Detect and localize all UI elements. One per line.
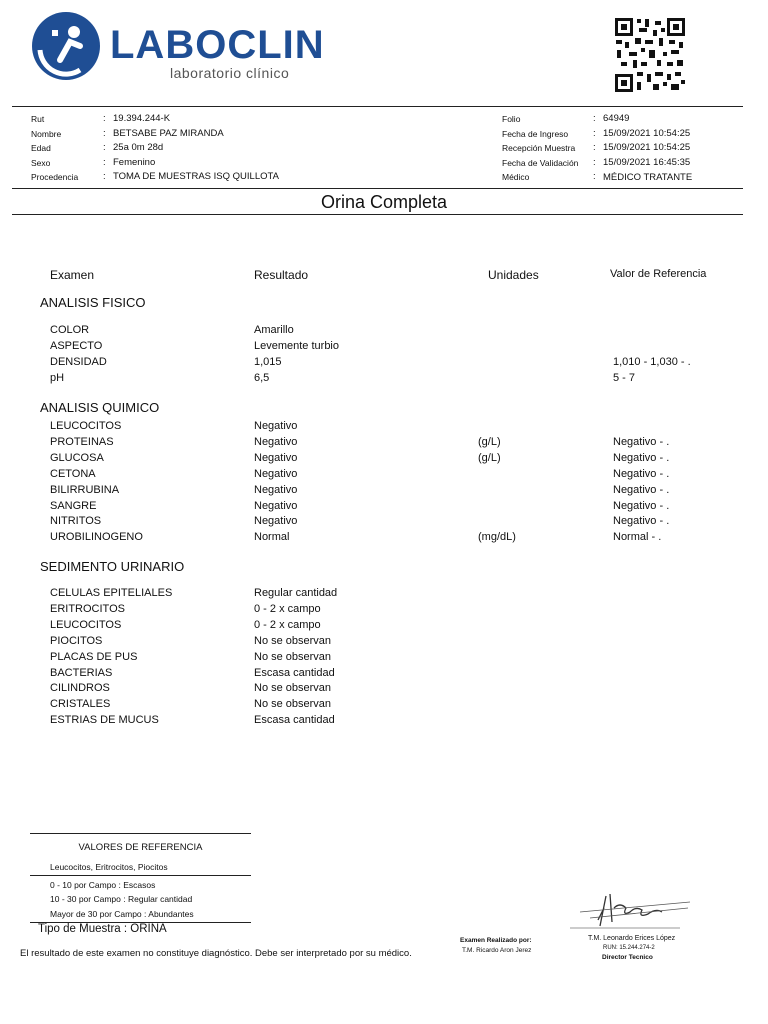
cell-exam: GLUCOSA	[50, 451, 104, 464]
table-row	[0, 468, 768, 482]
cell-exam: LEUCOCITOS	[50, 420, 122, 432]
table-row	[0, 682, 768, 696]
reference-box-subtitle: Leucocitos, Eritrocitos, Piocitos	[50, 862, 168, 872]
director-title: Director Tecnico	[602, 954, 653, 961]
reference-line: Mayor de 30 por Campo : Abundantes	[50, 909, 194, 919]
performed-by-name: T.M. Ricardo Aron Jerez	[462, 947, 532, 954]
column-reference: Valor de Referencia	[610, 268, 707, 280]
cell-exam: BACTERIAS	[50, 666, 113, 679]
cell-reference: 1,010 - 1,030 - .	[613, 355, 691, 368]
divider	[30, 833, 251, 834]
cell-result: Amarillo	[254, 324, 294, 336]
sex-value: Femenino	[113, 157, 156, 168]
disclaimer: El resultado de este examen no constituye diagnóstico. Debe ser interpretado por su médico.	[20, 948, 412, 959]
cell-exam: ERITROCITOS	[50, 602, 125, 615]
cell-exam: UROBILINOGENO	[50, 531, 143, 544]
info-divider	[12, 188, 743, 189]
cell-result: Negativo	[254, 467, 298, 480]
name-label: Nombre	[31, 129, 62, 139]
age-label: Edad	[31, 143, 51, 153]
cell-result: No se observan	[254, 634, 332, 647]
section-heading: SEDIMENTO URINARIO	[40, 559, 185, 574]
separator: :	[593, 157, 596, 168]
cell-exam: COLOR	[50, 324, 90, 336]
intake-date-value: 15/09/2021 10:54:25	[603, 128, 691, 139]
cell-exam: pH	[50, 371, 65, 384]
section-heading: ANALISIS QUIMICO	[40, 400, 160, 415]
separator: :	[103, 142, 106, 153]
cell-result: Negativo	[254, 515, 298, 528]
cell-result: 0 - 2 x campo	[254, 618, 321, 631]
origin-value: TOMA DE MUESTRAS ISQ QUILLOTA	[113, 171, 279, 182]
cell-exam: PIOCITOS	[50, 634, 103, 647]
cell-result: Escasa cantidad	[254, 666, 335, 679]
cell-reference: Negativo - .	[613, 467, 670, 480]
separator: :	[103, 157, 106, 168]
cell-result: Negativo	[254, 483, 298, 496]
table-row	[0, 484, 768, 498]
column-units: Unidades	[488, 268, 539, 282]
director-name: T.M. Leonardo Erices López	[588, 935, 676, 942]
cell-reference: Negativo - .	[613, 483, 670, 496]
brand-subtitle: laboratorio clínico	[170, 65, 290, 81]
doctor-label: Médico	[502, 172, 530, 182]
table-row	[0, 452, 768, 466]
table-row	[0, 436, 768, 450]
cell-result: 0 - 2 x campo	[254, 602, 321, 615]
cell-reference: Negativo - .	[613, 435, 670, 448]
cell-exam: NITRITOS	[50, 515, 102, 528]
table-row	[0, 340, 768, 354]
cell-reference: Negativo - .	[613, 451, 670, 464]
table-row	[0, 587, 768, 601]
table-row	[0, 698, 768, 712]
cell-result: No se observan	[254, 682, 332, 695]
doctor-value: MÉDICO TRATANTE	[603, 172, 693, 183]
cell-reference: Negativo - .	[613, 499, 670, 512]
separator: :	[103, 171, 106, 182]
table-row	[0, 635, 768, 649]
cell-units: (mg/dL)	[478, 531, 516, 544]
validation-value: 15/09/2021 16:45:35	[603, 157, 691, 168]
cell-result: No se observan	[254, 650, 332, 663]
divider	[30, 875, 251, 876]
cell-result: Normal	[254, 531, 290, 544]
table-row	[0, 667, 768, 681]
cell-result: Levemente turbio	[254, 339, 339, 352]
reference-line: 10 - 30 por Campo : Regular cantidad	[50, 894, 193, 904]
cell-result: No se observan	[254, 698, 332, 711]
report-title: Orina Completa	[320, 192, 448, 212]
section-heading: ANALISIS FISICO	[40, 295, 146, 310]
separator: :	[103, 128, 106, 139]
brand-name: LABOCLIN	[110, 23, 325, 67]
cell-exam: PLACAS DE PUS	[50, 650, 138, 663]
cell-result: Negativo	[254, 435, 298, 448]
sample-type: Tipo de Muestra : ORINA	[38, 923, 167, 935]
separator: :	[103, 113, 106, 124]
cell-exam: ASPECTO	[50, 339, 103, 352]
table-row	[0, 515, 768, 529]
cell-exam: LEUCOCITOS	[50, 618, 122, 631]
validation-label: Fecha de Validación	[502, 158, 579, 168]
cell-units: (g/L)	[478, 435, 501, 448]
title-divider	[12, 214, 743, 215]
laboclin-logo-icon	[30, 10, 102, 82]
cell-result: 1,015	[254, 355, 282, 368]
table-row	[0, 651, 768, 665]
cell-units: (g/L)	[478, 451, 501, 464]
cell-reference: 5 - 7	[613, 371, 636, 384]
table-row	[0, 356, 768, 370]
cell-exam: ESTRIAS DE MUCUS	[50, 714, 159, 727]
director-run: RUN: 15.244.274-2	[603, 945, 655, 951]
folio-label: Folio	[502, 114, 521, 124]
reference-line: 0 - 10 por Campo : Escasos	[50, 880, 156, 890]
reception-label: Recepción Muestra	[502, 143, 576, 153]
rut-label: Rut	[31, 114, 45, 124]
qr-code-icon	[613, 16, 687, 94]
table-row	[0, 603, 768, 617]
table-row	[0, 372, 768, 386]
reception-value: 15/09/2021 10:54:25	[603, 142, 691, 153]
cell-result: Escasa cantidad	[254, 714, 335, 727]
column-result: Resultado	[254, 268, 309, 282]
separator: :	[593, 171, 596, 182]
table-row	[0, 714, 768, 728]
cell-exam: DENSIDAD	[50, 355, 107, 368]
table-row	[0, 324, 768, 338]
reference-box-title: VALORES DE REFERENCIA	[78, 842, 203, 853]
folio-value: 64949	[603, 113, 630, 124]
cell-exam: SANGRE	[50, 499, 97, 512]
cell-result: Negativo	[254, 499, 298, 512]
table-row	[0, 619, 768, 633]
cell-exam: CILINDROS	[50, 682, 110, 695]
table-row	[0, 500, 768, 514]
cell-exam: PROTEINAS	[50, 435, 114, 448]
cell-exam: CETONA	[50, 467, 96, 480]
cell-reference: Normal - .	[613, 531, 662, 544]
separator: :	[593, 128, 596, 139]
column-exam: Examen	[50, 268, 95, 282]
rut-value: 19.394.244-K	[113, 113, 171, 124]
cell-reference: Negativo - .	[613, 515, 670, 528]
table-row	[0, 420, 768, 434]
cell-exam: CRISTALES	[50, 698, 111, 711]
cell-exam: CELULAS EPITELIALES	[50, 587, 173, 599]
intake-date-label: Fecha de Ingreso	[502, 129, 569, 139]
performed-by-label: Examen Realizado por:	[460, 937, 532, 944]
table-row	[0, 531, 768, 545]
cell-result: Regular cantidad	[254, 587, 338, 599]
separator: :	[593, 142, 596, 153]
cell-result: Negativo	[254, 420, 298, 432]
origin-label: Procedencia	[31, 172, 79, 182]
handwritten-signature	[570, 888, 695, 930]
cell-result: 6,5	[254, 371, 270, 384]
name-value: BETSABE PAZ MIRANDA	[113, 128, 224, 139]
sex-label: Sexo	[31, 158, 51, 168]
cell-exam: BILIRRUBINA	[50, 483, 120, 496]
age-value: 25a 0m 28d	[113, 142, 164, 153]
header-divider	[12, 106, 743, 107]
separator: :	[593, 113, 596, 124]
cell-result: Negativo	[254, 451, 298, 464]
